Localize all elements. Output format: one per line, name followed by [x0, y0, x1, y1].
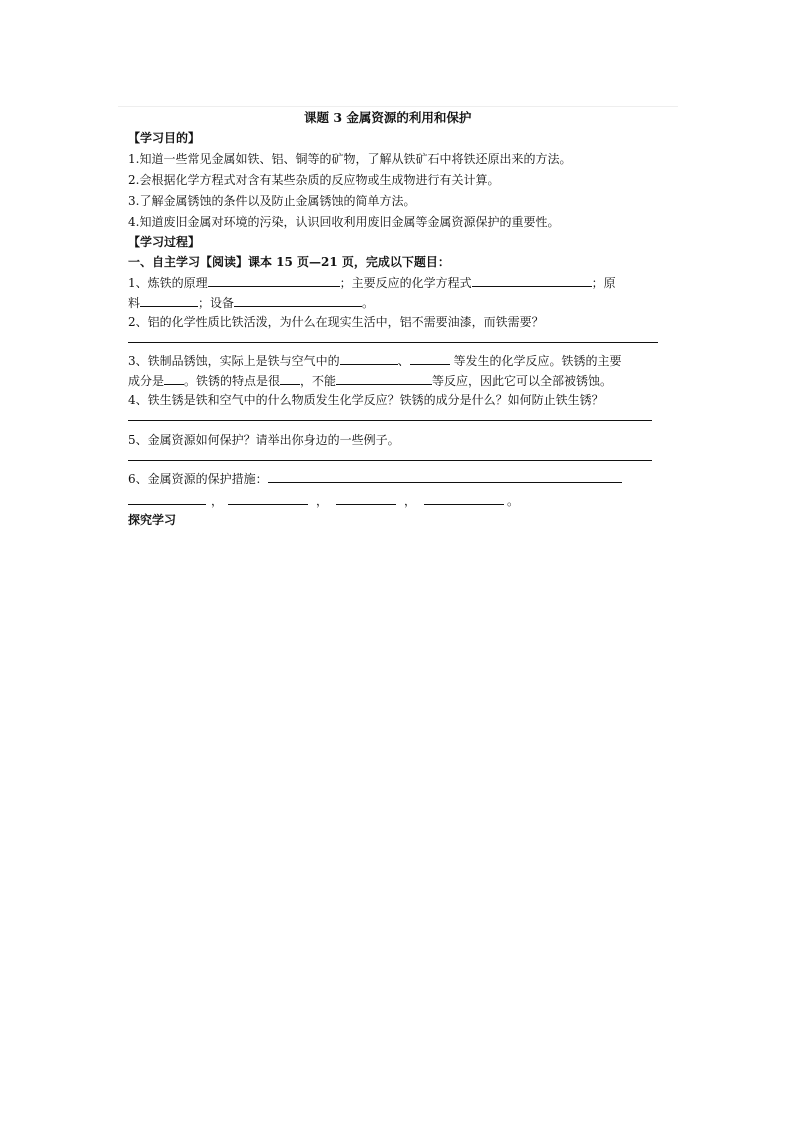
question-5: 5、金属资源如何保护？请举出你身边的一些例子。 — [128, 433, 400, 447]
q3-text-c: 等发生的化学反应。铁锈的主要 — [449, 354, 622, 368]
q3-text-g: 等反应，因此它可以全部被锈蚀。 — [432, 374, 613, 388]
q1-raw-material-blank[interactable] — [140, 294, 198, 307]
question-3-line-1 — [128, 352, 621, 369]
q2-answer-line[interactable] — [128, 342, 658, 343]
q6-blank-1[interactable] — [268, 470, 622, 483]
header-rule — [118, 106, 678, 107]
q3-blank-5[interactable] — [336, 372, 432, 385]
q3-blank-3[interactable] — [164, 372, 184, 385]
q1-principle-blank[interactable] — [208, 274, 340, 287]
q3-blank-4[interactable] — [280, 372, 300, 385]
q3-text-b: 、 — [397, 354, 410, 368]
question-6-line-1 — [128, 470, 622, 487]
process-heading: 【学习过程】 — [128, 235, 201, 249]
q6-blank-5[interactable] — [424, 492, 504, 505]
q1-equation-label: ；主要反应的化学方程式 — [339, 276, 472, 290]
q1-raw-label-start: ；原 — [591, 276, 616, 290]
q6-period: 。 — [506, 494, 519, 508]
q1-equation-blank[interactable] — [472, 274, 592, 287]
q1-raw-label-end: 料 — [128, 296, 141, 310]
q6-blank-3[interactable] — [228, 492, 308, 505]
q6-sep-2: ， — [315, 494, 328, 508]
q6-sep-1: ， — [210, 494, 223, 508]
q6-blank-4[interactable] — [336, 492, 396, 505]
self-study-instruction — [128, 254, 450, 270]
q6-blank-2[interactable] — [128, 492, 206, 505]
q1-principle-label: 1、炼铁的原理 — [128, 276, 208, 290]
q4-answer-line[interactable] — [128, 420, 652, 421]
q3-text-d: 成分是 — [128, 374, 165, 388]
page-title: 课题 3 金属资源的利用和保护 — [304, 110, 472, 125]
question-3-line-2 — [128, 372, 612, 389]
q3-text-a: 3、铁制品锈蚀，实际上是铁与空气中的 — [128, 354, 340, 368]
objective-1: 1.知道一些常见金属如铁、铝、铜等的矿物，了解从铁矿石中将铁还原出来的方法。 — [128, 152, 572, 166]
question-1-line-1 — [128, 274, 616, 291]
question-1-line-2 — [128, 294, 374, 311]
q6-label: 6、金属资源的保护措施： — [128, 472, 268, 486]
explore-heading: 探究学习 — [128, 513, 177, 527]
q3-blank-2[interactable] — [410, 352, 450, 365]
q3-blank-1[interactable] — [340, 352, 398, 365]
q6-sep-3: ， — [403, 494, 416, 508]
objectives-heading: 【学习目的】 — [128, 131, 201, 145]
objective-4: 4.知道废旧金属对环境的污染，认识回收利用废旧金属等金属资源保护的重要性。 — [128, 215, 560, 229]
q1-equipment-blank[interactable] — [234, 294, 362, 307]
self-study-text: 一、自主学习【阅读】课本 15 页—21 页，完成以下题目： — [128, 255, 450, 269]
objective-3: 3.了解金属锈蚀的条件以及防止金属锈蚀的简单方法。 — [128, 194, 416, 208]
q3-text-f: ，不能 — [300, 374, 337, 388]
q5-answer-line[interactable] — [128, 460, 652, 461]
objective-2: 2.会根据化学方程式对含有某些杂质的反应物或生成物进行有关计算。 — [128, 173, 500, 187]
question-2: 2、铝的化学性质比铁活泼，为什么在现实生活中，铝不需要油漆，而铁需要？ — [128, 315, 544, 329]
q1-period: 。 — [362, 296, 375, 310]
q3-text-e: 。铁锈的特点是很 — [184, 374, 281, 388]
q1-equipment-label: ；设备 — [198, 296, 235, 310]
question-6-line-2 — [128, 492, 522, 509]
question-4: 4、铁生锈是铁和空气中的什么物质发生化学反应？铁锈的成分是什么？如何防止铁生锈？ — [128, 393, 604, 407]
